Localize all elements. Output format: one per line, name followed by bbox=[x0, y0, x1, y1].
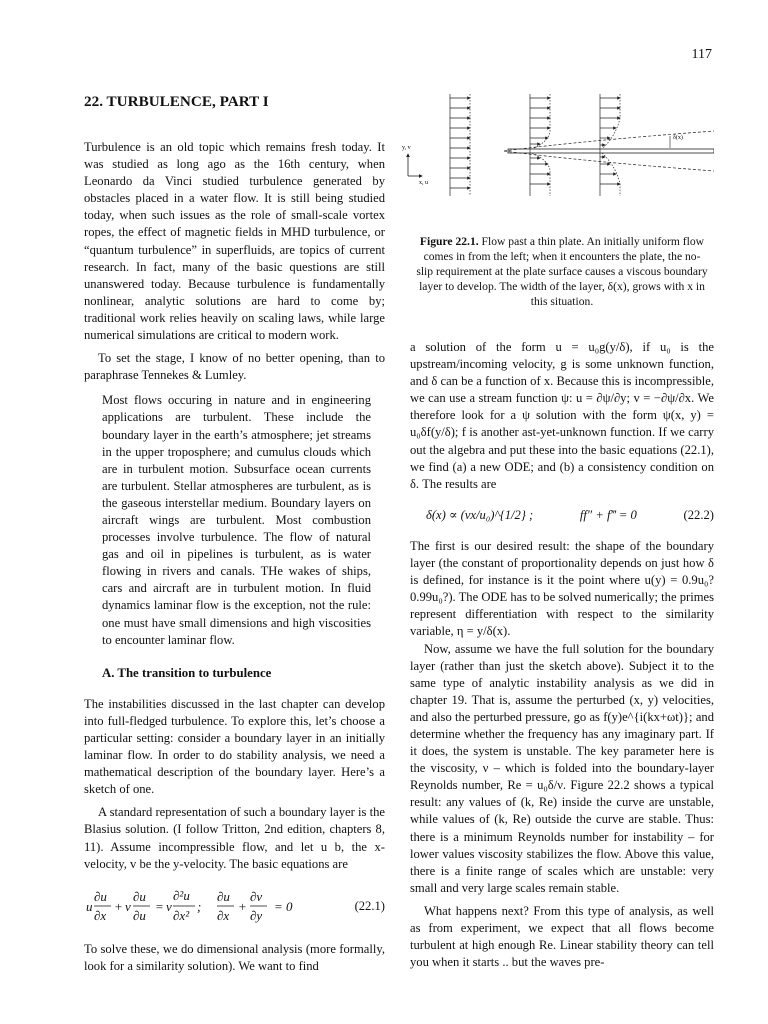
equation-22-2-tag: (22.2) bbox=[683, 507, 714, 522]
block-quote: Most flows occuring in nature and in engineering applications are turbulent. These include the boundary layer in the earth’s atmosphere; jet streams in the upper troposphere; and cumulus clouds which are in turbulent motion. Subsurface ocean currents are turbulent. Stellar atmospheres are turbulent, as is the gaseous interstellar medium. Boundary layers on aircraft wings are turbulent. Most combustion processes involve turbulence. The flow of natural gas and oil in pipelines is turbulent, as is water flowing in rivers and canals. THe wakes of ships, cars and aircraft are in turbulent motion. In fluid dynamics laminar flow is the exception, not the rule: one must have small dimensions and high viscosities to encounter laminar flow. bbox=[102, 393, 371, 647]
thin-plate bbox=[508, 149, 714, 153]
svg-text:∂u: ∂u bbox=[133, 888, 146, 904]
paragraph-dimensional-analysis: To solve these, we do dimensional analysis (more formally, look for a similarity solution). We want to find bbox=[84, 941, 385, 973]
equation-22-2 bbox=[426, 507, 714, 524]
velocity-profile-mid bbox=[530, 94, 550, 196]
intro-paragraph: Turbulence is an old topic which remains fresh today. It was studied as long ago as the 16th century, when Leonardo da Vinci studied turbulence generated by obstacles placed in a water flow. It is still being studied today, when such issues as the role of small-scale vortex ropes, the effect of magnetic fields in MHD turbulence, or “quantum turbulence” in superfluids, are topics of current research. In fact, many of the basic questions are still unanswered today. Because turbulence is fundamentally nonlinear, analytic solutions are hard to come by; traditional work relies heavily on scaling laws, while large numerical simulations are critical to modern work. bbox=[84, 140, 385, 343]
svg-text:∂x²: ∂x² bbox=[173, 907, 190, 923]
left-column bbox=[84, 92, 385, 975]
page-number: 117 bbox=[691, 47, 712, 62]
figure-caption-label: Figure 22.1. bbox=[419, 235, 479, 248]
svg-text:;: ; bbox=[197, 898, 202, 914]
paragraph-similarity-solution: a solution of the form u = u₀g(y/δ), if u₀ is the upstream/incoming velocity, g is some unknown function, and δ can be a function of x. Because this is incompressible, we can use a stream function ψ: u = ∂ψ/∂y; v = −∂ψ/∂x. We therefore look for a ψ solution with the form ψ(x, y) = u₀δf(y/δ); f is another ast-yet-unknown function. If we carry out the algebra and put these into the basic equations (22.1), we find (a) a new ODE; and (b) a consistency condition on δ. The results are bbox=[410, 340, 714, 491]
svg-text:∂x: ∂x bbox=[217, 907, 230, 923]
svg-text:∂u: ∂u bbox=[217, 888, 230, 904]
boundary-layer-sketch bbox=[400, 92, 714, 230]
paragraph-instabilities: The instabilities discussed in the last chapter can develop into full-fledged turbulence. To explore this, let’s choose a particular setting: consider a boundary layer in an initially laminar flow. In order to do stability analysis, we need a mathematical description of the boundary layer. Here’s a sketch of one. bbox=[84, 696, 385, 797]
svg-text:+: + bbox=[238, 898, 247, 914]
x-axis-label: x, u bbox=[419, 180, 428, 186]
svg-text:∂u: ∂u bbox=[94, 888, 107, 904]
svg-text:ν: ν bbox=[166, 898, 172, 914]
velocity-profile-uniform bbox=[450, 94, 470, 196]
equation-22-1 bbox=[84, 887, 385, 927]
chapter-title: 22. TURBULENCE, PART I bbox=[84, 93, 269, 110]
paragraph-tennekes: To set the stage, I know of no better opening, than to paraphrase Tennekes & Lumley. bbox=[84, 351, 385, 383]
figure-22-1 bbox=[400, 92, 714, 230]
section-heading: A. The transition to turbulence bbox=[102, 665, 272, 680]
figure-caption-text: Flow past a thin plate. An initially uniform flow comes in from the left; when it encounters the plate, the no-slip requirement at the plate surface causes a viscous boundary layer to develop. The width of the layer, δ(x), grows with x in this situation. bbox=[416, 235, 708, 308]
svg-text:∂y: ∂y bbox=[250, 907, 263, 923]
boundary-layer-lower-edge bbox=[504, 151, 714, 171]
svg-text:∂v: ∂v bbox=[250, 888, 263, 904]
svg-text:∂u: ∂u bbox=[133, 907, 146, 923]
svg-text:= 0: = 0 bbox=[274, 898, 293, 914]
svg-text:∂²u: ∂²u bbox=[173, 887, 190, 903]
boundary-layer-upper-edge bbox=[504, 131, 714, 151]
svg-text:=: = bbox=[155, 898, 164, 914]
equation-22-2-left: δ(x) ∝ (νx/u₀)^{1/2} ; bbox=[426, 507, 534, 522]
figure-caption bbox=[416, 234, 708, 309]
svg-text:v: v bbox=[125, 898, 131, 914]
paragraph-blasius: A standard representation of such a boundary layer is the Blasius solution. (I follow Tritton, 2nd edition, chapters 8, 11). Assume incompressible flow, and let u b, the x-velocity, v be the y-velocity. The basic equations are bbox=[84, 805, 385, 871]
velocity-profile-downstream bbox=[600, 94, 620, 196]
svg-text:+: + bbox=[114, 898, 123, 914]
equation-22-1-math bbox=[84, 887, 316, 927]
paragraph-what-happens-next: What happens next? From this type of analysis, as well as from experiment, we expect that all flows become turbulent at high enough Re. Linear stability theory can tell you when it starts .. but the waves pre- bbox=[410, 903, 714, 970]
paragraph-desired-result: The first is our desired result: the shape of the boundary layer (the constant of proportionality depends on just how δ is defined, for instance is it the point where u(y) = 0.9u₀? 0.99u₀?). The ODE has to be solved numerically; the primes represent differentiation with respect to the similarity variable, η = y/δ(x). bbox=[410, 538, 714, 639]
svg-text:∂x: ∂x bbox=[94, 907, 107, 923]
svg-text:u: u bbox=[86, 898, 93, 914]
paragraph-instability-analysis: Now, assume we have the full solution for the boundary layer (rather than just the sketch above). Subject it to the same type of analytic instability analysis as we did in chapter 19. That is, assume the perturbed (x, y) velocities, and also the perturbed pressure, go as f(y)e^{i(kx+ωt)}; and determine whether the frequency has any imaginary part. If it does, the system is unstable. The key parameter here is the viscosity, ν – which is folded into the boundary-layer Reynolds number, Re = u₀δ/ν. Figure 22.2 shows a typical result: any values of (k, Re) inside the curve are unstable, while values of (k, Re) outside the curve are stable. Thus: there is a minimum Reynolds number for instability – for lower values viscosity stabilizes the flow. Above this value, there is a finite range of scales which are unstable: very small and very large scales remain stable. bbox=[410, 641, 714, 895]
equation-22-2-right: ff″ + f‴ = 0 bbox=[579, 507, 637, 522]
right-column bbox=[402, 92, 714, 971]
equation-22-1-tag: (22.1) bbox=[354, 899, 385, 914]
delta-label: δ(x) bbox=[673, 135, 683, 141]
y-axis-label: y, v bbox=[402, 145, 411, 151]
